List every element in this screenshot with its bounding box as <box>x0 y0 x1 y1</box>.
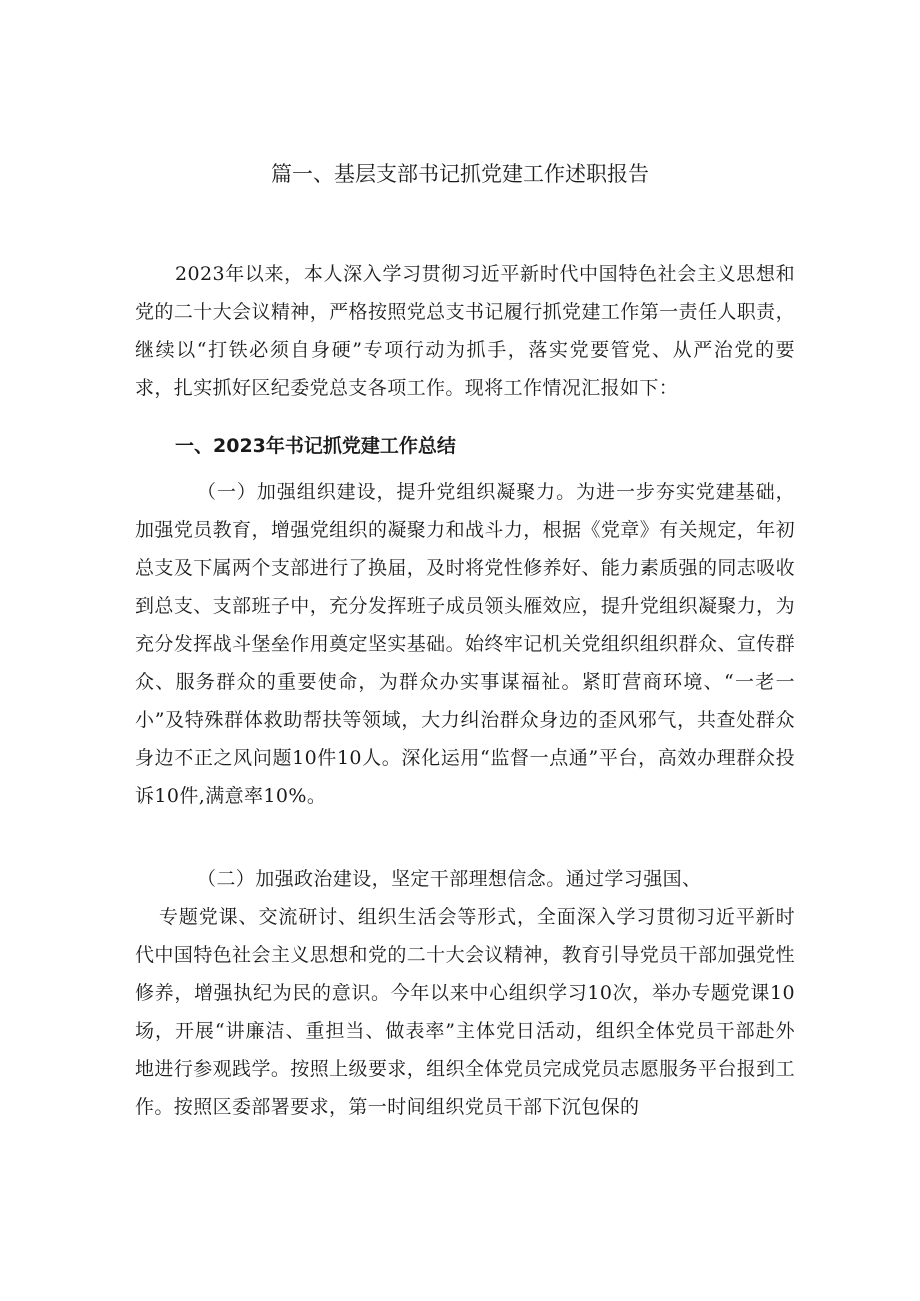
section-heading: 一、2023年书记抓党建工作总结 <box>175 435 456 457</box>
document-title: 篇一、基层支部书记抓党建工作述职报告 <box>271 162 649 186</box>
body-paragraph-political-start: （二）加强政治建设，坚定干部理想信念。通过学习强国、 <box>197 868 702 890</box>
body-paragraph-political-continued: 专题党课、交流研讨、组织生活会等形式，全面深入学习贯彻习近平新时代中国特色社会主义思想和党的二十大会议精神，教育引导党员干部加强党性修养，增强执纪为民的意识。今年以来中心组织学习10次，举办专题党课10场，开展“讲廉洁、重担当、做表率”主体党日活动，组织全体党员干部赴外地进行参观践学。按照上级要求，组织全体党员完成党员志愿服务平台报到工作。按照区委部署要求，第一时间组织党员干部下沉包保的 <box>135 906 795 1118</box>
body-paragraph-organization: （一）加强组织建设，提升党组织凝聚力。为进一步夯实党建基础，加强党员教育，增强党组织的凝聚力和战斗力，根据《党章》有关规定，年初总支及下属两个支部进行了换届，及时将党性修养好、能力素质强的同志吸收到总支、支部班子中，充分发挥班子成员领头雁效应，提升党组织凝聚力，为充分发挥战斗堡垒作用奠定坚实基础。始终牢记机关党组织组织群众、宣传群众、服务群众的重要使命，为群众办实事谋福祉。紧盯营商环境、“一老一小”及特殊群体救助帮扶等领域，大力纠治群众身边的歪风邪气，共查处群众身边不正之风问题10件10人。深化运用“监督一点通”平台，高效办理群众投诉10件,满意率10%。 <box>135 481 795 807</box>
intro-paragraph: 2023年以来，本人深入学习贯彻习近平新时代中国特色社会主义思想和党的二十大会议精神，严格按照党总支书记履行抓党建工作第一责任人职责，继续以“打铁必须自身硬”专项行动为抓手，落实党要管党、从严治党的要求，扎实抓好区纪委党总支各项工作。现将工作情况汇报如下： <box>135 263 795 399</box>
